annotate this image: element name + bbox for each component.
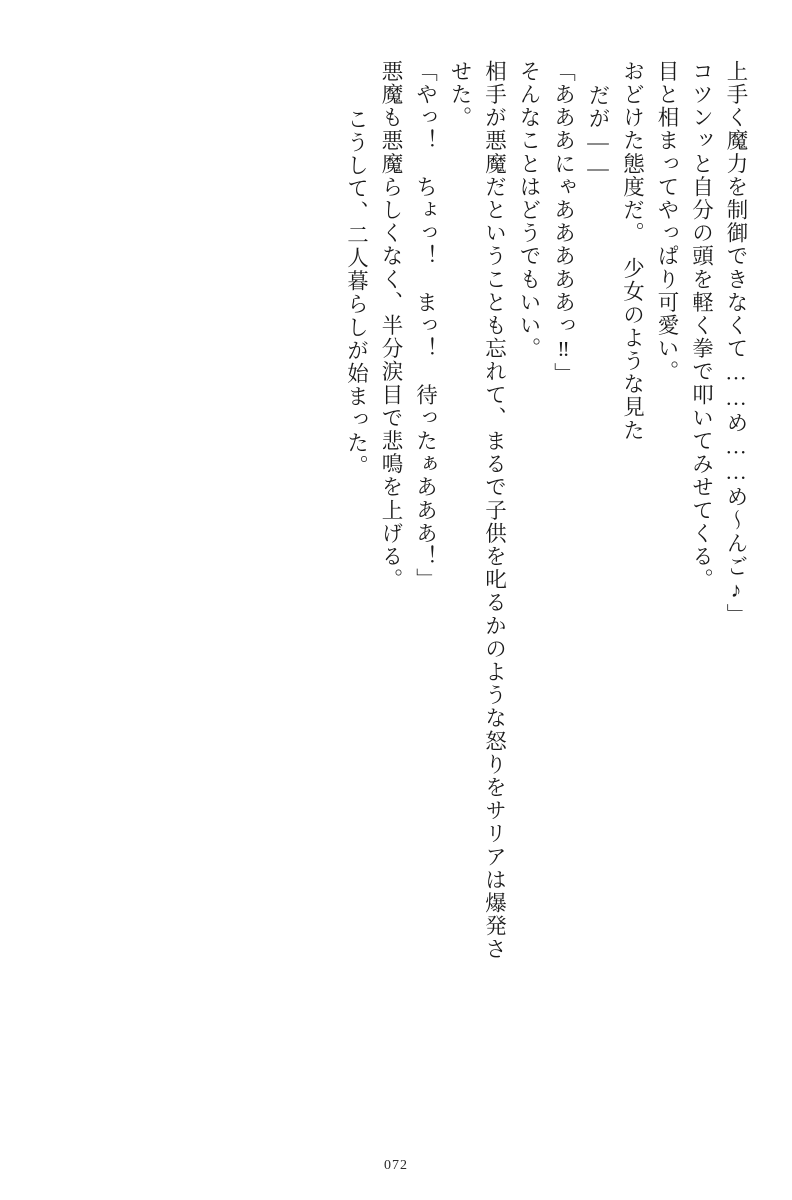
text-column-2: コツンッと自分の頭を軽く拳で叩いてみせてくる。 — [689, 60, 714, 592]
text-column-3: 目と相まってやっぱり可愛い。 — [655, 60, 679, 384]
vertical-text-body — [332, 60, 746, 1120]
text-column-5: だが―― — [586, 84, 610, 182]
page-number: 072 — [384, 1158, 408, 1173]
text-column-10: 「やっ！ ちょっ！ まっ！ 待ったぁあああ！」 — [413, 60, 438, 592]
text-column-8: 相手が悪魔だということも忘れて、まるで子供を叱るかのような怒りをサリアは爆発さ — [482, 60, 507, 961]
text-column-4: おどけた態度だ。 少女のような見た — [620, 60, 645, 442]
text-column-12: こうして、二人暮らしが始まった。 — [344, 108, 369, 478]
text-column-7: そんなことはどうでもいい。 — [517, 60, 541, 361]
text-column-1: 上手く魔力を制御できなくて……め……め～んご♪」 — [724, 60, 748, 627]
text-column-11: 悪魔も悪魔らしくなく、半分涙目で悲鳴を上げる。 — [379, 60, 403, 592]
text-column-6: 「あああにゃあああああっ‼」 — [551, 60, 576, 386]
text-column-9: せた。 — [448, 60, 472, 130]
